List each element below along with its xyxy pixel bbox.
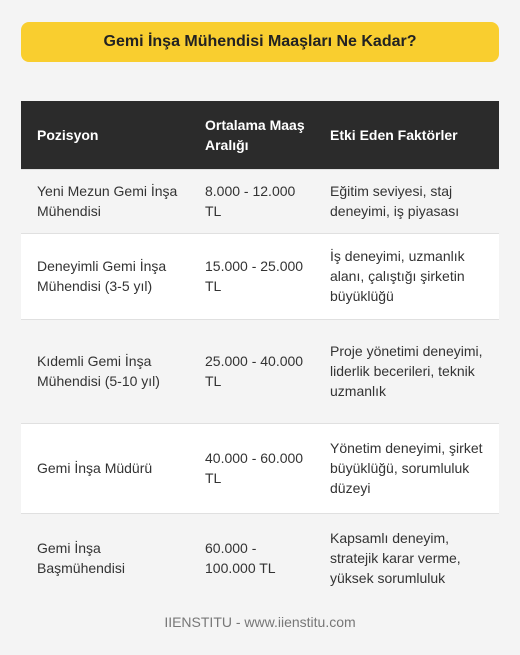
footer-credit: IIENSTITU - www.iienstitu.com [164,614,356,630]
table-header-row [21,101,499,169]
cell-position: Gemi İnşa Müdürü [21,423,189,513]
cell-salary: 60.000 - 100.000 TL [189,513,314,603]
table-row [21,319,499,423]
table-row [21,513,499,603]
cell-factors: Eğitim seviyesi, staj deneyimi, iş piyasası [314,169,499,233]
salary-table-container [21,101,499,603]
column-header-position: Pozisyon [37,126,99,143]
cell-salary: 8.000 - 12.000 TL [189,169,314,233]
table-row [21,169,499,233]
cell-factors: Yönetim deneyimi, şirket büyüklüğü, sorumluluk düzeyi [314,423,499,513]
column-header-salary: Ortalama Maaş Aralığı [205,116,305,153]
table-row [21,233,499,319]
cell-factors: Kapsamlı deneyim, stratejik karar verme, yüksek sorumluluk [314,513,499,603]
cell-factors: Proje yönetimi deneyimi, liderlik becerileri, teknik uzmanlık [314,319,499,423]
table-row [21,423,499,513]
column-header-factors: Etki Eden Faktörler [330,126,458,143]
page-title: Gemi İnşa Mühendisi Maaşları Ne Kadar? [103,33,417,50]
cell-position: Yeni Mezun Gemi İnşa Mühendisi [21,169,189,233]
cell-factors: İş deneyimi, uzmanlık alanı, çalıştığı şirketin büyüklüğü [314,233,499,319]
cell-position: Kıdemli Gemi İnşa Mühendisi (5-10 yıl) [21,319,189,423]
salary-table [21,101,499,603]
cell-salary: 25.000 - 40.000 TL [189,319,314,423]
cell-salary: 40.000 - 60.000 TL [189,423,314,513]
cell-position: Deneyimli Gemi İnşa Mühendisi (3-5 yıl) [21,233,189,319]
cell-salary: 15.000 - 25.000 TL [189,233,314,319]
page-title-banner [21,22,499,62]
cell-position: Gemi İnşa Başmühendisi [21,513,189,603]
